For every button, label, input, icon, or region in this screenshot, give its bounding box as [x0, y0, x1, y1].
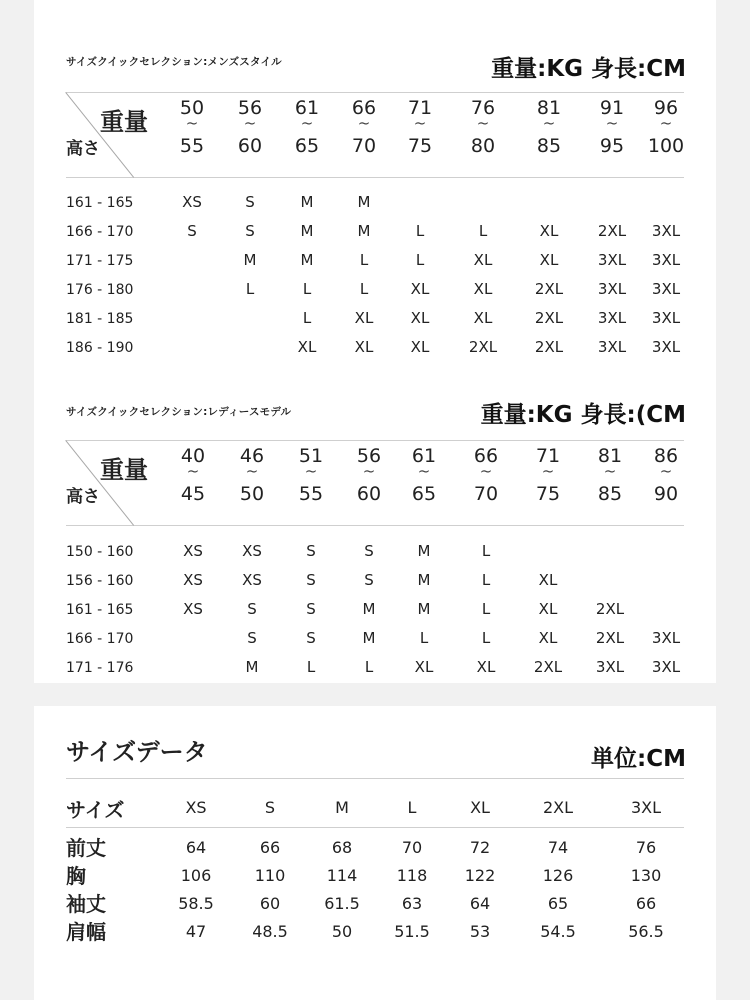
size-cell: S — [245, 222, 255, 240]
divider — [66, 525, 684, 526]
tilde: ~ — [479, 462, 493, 480]
size-column-header: M — [335, 798, 349, 817]
weight-range-column — [229, 446, 275, 504]
size-cell: XL — [538, 600, 558, 618]
size-cell: XL — [476, 658, 496, 676]
size-cell: M — [357, 193, 371, 211]
measurement-value: 65 — [547, 894, 569, 913]
size-cell: L — [478, 222, 488, 240]
divider — [66, 440, 684, 441]
measurement-value: 64 — [185, 838, 207, 857]
measurement-value: 63 — [401, 894, 423, 913]
size-cell: 3XL — [651, 222, 681, 240]
weight-range-start: 61 — [294, 97, 320, 119]
height-range-label: 161 - 165 — [66, 195, 134, 211]
weight-range-column — [227, 98, 273, 156]
tilde: ~ — [659, 462, 673, 480]
weight-label: 重量 — [100, 456, 148, 484]
tilde: ~ — [476, 114, 490, 132]
size-cell: 3XL — [651, 629, 681, 647]
size-cell: XL — [473, 309, 493, 327]
weight-range-column — [341, 98, 387, 156]
measurement-label: 肩幅 — [66, 920, 106, 944]
measurement-value: 76 — [635, 838, 657, 857]
tilde: ~ — [300, 114, 314, 132]
height-range-label: 171 - 175 — [66, 253, 134, 269]
tilde: ~ — [185, 114, 199, 132]
size-cell: 3XL — [597, 280, 627, 298]
weight-range-column — [397, 98, 443, 156]
size-cell: 3XL — [651, 658, 681, 676]
measurement-value: 56.5 — [628, 922, 664, 941]
size-cell: XL — [538, 571, 558, 589]
size-cell: S — [306, 629, 316, 647]
size-cell: XL — [410, 338, 430, 356]
size-cell: L — [306, 658, 316, 676]
measurement-value: 61.5 — [324, 894, 360, 913]
size-cell: XS — [242, 542, 262, 560]
size-cell: XS — [183, 600, 203, 618]
weight-range-start: 76 — [470, 97, 496, 119]
size-column-header: S — [264, 798, 276, 817]
weight-range-start: 66 — [473, 445, 499, 467]
size-cell: S — [306, 571, 316, 589]
size-cell: XL — [538, 629, 558, 647]
weight-range-column — [643, 446, 689, 504]
size-cell: M — [417, 571, 431, 589]
weight-range-column — [460, 98, 506, 156]
size-cell: 2XL — [534, 338, 564, 356]
size-data-card — [34, 706, 716, 1000]
height-range-label: 166 - 170 — [66, 224, 134, 240]
size-cell: L — [359, 251, 369, 269]
size-cell: 2XL — [533, 658, 563, 676]
size-cell: L — [415, 222, 425, 240]
weight-range-end: 55 — [298, 483, 324, 505]
size-column-header: XL — [470, 798, 490, 817]
size-cell: S — [245, 193, 255, 211]
weight-range-column — [288, 446, 334, 504]
tilde: ~ — [362, 462, 376, 480]
height-range-label: 171 - 176 — [66, 660, 134, 676]
size-cell: S — [306, 600, 316, 618]
weight-range-column — [284, 98, 330, 156]
height-label: 高さ — [66, 487, 100, 507]
size-cell: S — [306, 542, 316, 560]
size-cell: L — [302, 280, 312, 298]
weight-range-end: 75 — [407, 135, 433, 157]
weight-range-end: 70 — [351, 135, 377, 157]
weight-range-column — [589, 98, 635, 156]
section-title: サイズクイックセレクション:レディースモデル — [66, 406, 292, 418]
size-column-header: 3XL — [630, 798, 662, 817]
weight-range-end: 55 — [179, 135, 205, 157]
tilde: ~ — [304, 462, 318, 480]
weight-label: 重量 — [100, 108, 148, 136]
weight-range-end: 60 — [356, 483, 382, 505]
size-cell: S — [247, 600, 257, 618]
weight-range-end: 65 — [294, 135, 320, 157]
measurement-value: 48.5 — [252, 922, 288, 941]
size-cell: M — [417, 542, 431, 560]
measurement-value: 64 — [469, 894, 491, 913]
weight-range-start: 40 — [180, 445, 206, 467]
measurement-value: 66 — [259, 838, 281, 857]
weight-range-start: 66 — [351, 97, 377, 119]
size-cell: XS — [242, 571, 262, 589]
measurement-value: 72 — [469, 838, 491, 857]
weight-range-end: 70 — [473, 483, 499, 505]
tilde: ~ — [357, 114, 371, 132]
section-title: サイズクイックセレクション:メンズスタイル — [66, 56, 282, 68]
weight-range-end: 100 — [647, 135, 685, 157]
size-cell: M — [362, 600, 376, 618]
size-cell: 2XL — [595, 629, 625, 647]
measurement-value: 68 — [331, 838, 353, 857]
measurement-value: 70 — [401, 838, 423, 857]
measurement-value: 53 — [469, 922, 491, 941]
height-range-label: 161 - 165 — [66, 602, 134, 618]
size-cell: M — [357, 222, 371, 240]
weight-range-end: 85 — [536, 135, 562, 157]
size-cell: L — [481, 600, 491, 618]
size-cell: M — [300, 222, 314, 240]
measurement-value: 106 — [180, 866, 212, 885]
size-cell: 3XL — [651, 280, 681, 298]
measurement-value: 126 — [542, 866, 574, 885]
size-cell: 3XL — [651, 309, 681, 327]
weight-range-column — [525, 446, 571, 504]
size-cell: XL — [414, 658, 434, 676]
size-cell: 3XL — [597, 251, 627, 269]
weight-range-column — [526, 98, 572, 156]
size-cell: L — [419, 629, 429, 647]
size-cell: S — [247, 629, 257, 647]
tilde: ~ — [542, 114, 556, 132]
size-cell: M — [300, 251, 314, 269]
size-cell: XL — [473, 251, 493, 269]
section-unit: 重量:KG 身長:(CM — [480, 402, 686, 428]
height-range-label: 156 - 160 — [66, 573, 134, 589]
size-cell: L — [245, 280, 255, 298]
tilde: ~ — [245, 462, 259, 480]
weight-range-end: 75 — [535, 483, 561, 505]
measurement-label: 袖丈 — [66, 892, 106, 916]
size-cell: 3XL — [597, 338, 627, 356]
size-cell: XS — [183, 571, 203, 589]
measurement-value: 60 — [259, 894, 281, 913]
size-cell: S — [364, 542, 374, 560]
height-range-label: 176 - 180 — [66, 282, 134, 298]
size-cell: XL — [539, 251, 559, 269]
size-cell: 2XL — [595, 600, 625, 618]
measurement-value: 50 — [331, 922, 353, 941]
size-cell: 3XL — [597, 309, 627, 327]
size-cell: 2XL — [468, 338, 498, 356]
measurement-value: 110 — [254, 866, 286, 885]
height-range-label: 186 - 190 — [66, 340, 134, 356]
size-cell: L — [481, 571, 491, 589]
height-range-label: 181 - 185 — [66, 311, 134, 327]
divider — [66, 827, 684, 828]
size-cell: 2XL — [534, 309, 564, 327]
tilde: ~ — [417, 462, 431, 480]
weight-range-end: 95 — [599, 135, 625, 157]
weight-range-start: 56 — [237, 97, 263, 119]
weight-range-start: 56 — [356, 445, 382, 467]
size-column-header: XS — [185, 798, 207, 817]
size-cell: S — [364, 571, 374, 589]
weight-range-column — [346, 446, 392, 504]
size-cell: L — [302, 309, 312, 327]
size-cell: M — [417, 600, 431, 618]
weight-range-column — [170, 446, 216, 504]
size-cell: M — [245, 658, 259, 676]
weight-range-start: 96 — [653, 97, 679, 119]
measurement-value: 47 — [185, 922, 207, 941]
size-cell: L — [415, 251, 425, 269]
tilde: ~ — [243, 114, 257, 132]
size-data-title: サイズデータ — [66, 738, 208, 766]
weight-range-end: 45 — [180, 483, 206, 505]
size-cell: XL — [410, 280, 430, 298]
size-cell: XL — [297, 338, 317, 356]
tilde: ~ — [186, 462, 200, 480]
weight-range-start: 51 — [298, 445, 324, 467]
size-chart-card — [34, 0, 716, 683]
measurement-value: 122 — [464, 866, 496, 885]
measurement-label: 前丈 — [66, 836, 106, 860]
divider — [66, 177, 684, 178]
size-cell: 2XL — [597, 222, 627, 240]
size-cell: XL — [473, 280, 493, 298]
tilde: ~ — [659, 114, 673, 132]
measurement-value: 66 — [635, 894, 657, 913]
size-data-unit: 単位:CM — [591, 746, 686, 772]
weight-range-column — [643, 98, 689, 156]
weight-range-end: 65 — [411, 483, 437, 505]
weight-range-end: 85 — [597, 483, 623, 505]
weight-range-end: 80 — [470, 135, 496, 157]
section-unit: 重量:KG 身長:CM — [491, 56, 686, 82]
measurement-value: 54.5 — [540, 922, 576, 941]
divider — [66, 92, 684, 93]
weight-range-start: 91 — [599, 97, 625, 119]
weight-range-start: 71 — [535, 445, 561, 467]
weight-range-start: 81 — [536, 97, 562, 119]
size-cell: M — [362, 629, 376, 647]
measurement-label: 胸 — [66, 864, 86, 888]
weight-range-start: 71 — [407, 97, 433, 119]
weight-range-start: 50 — [179, 97, 205, 119]
size-cell: L — [481, 629, 491, 647]
weight-range-column — [463, 446, 509, 504]
size-cell: XL — [354, 309, 374, 327]
tilde: ~ — [413, 114, 427, 132]
size-cell: L — [481, 542, 491, 560]
size-cell: 3XL — [595, 658, 625, 676]
measurement-value: 51.5 — [394, 922, 430, 941]
size-cell: XL — [410, 309, 430, 327]
size-column-header: L — [407, 798, 417, 817]
weight-range-column — [401, 446, 447, 504]
weight-range-end: 90 — [653, 483, 679, 505]
weight-range-start: 46 — [239, 445, 265, 467]
tilde: ~ — [541, 462, 555, 480]
size-cell: 2XL — [534, 280, 564, 298]
size-cell: M — [300, 193, 314, 211]
tilde: ~ — [603, 462, 617, 480]
weight-range-column — [587, 446, 633, 504]
measurement-value: 58.5 — [178, 894, 214, 913]
size-cell: XL — [354, 338, 374, 356]
size-cell: 3XL — [651, 338, 681, 356]
weight-range-end: 50 — [239, 483, 265, 505]
weight-range-start: 61 — [411, 445, 437, 467]
size-cell: L — [364, 658, 374, 676]
measurement-value: 130 — [630, 866, 662, 885]
divider — [66, 778, 684, 779]
size-cell: XS — [183, 542, 203, 560]
size-cell: XS — [182, 193, 202, 211]
measurement-value: 118 — [396, 866, 428, 885]
size-cell: L — [359, 280, 369, 298]
size-cell: M — [243, 251, 257, 269]
measurement-value: 114 — [326, 866, 358, 885]
weight-range-end: 60 — [237, 135, 263, 157]
size-cell: 3XL — [651, 251, 681, 269]
height-label: 高さ — [66, 139, 100, 159]
size-cell: XL — [539, 222, 559, 240]
height-range-label: 166 - 170 — [66, 631, 134, 647]
tilde: ~ — [605, 114, 619, 132]
measurement-value: 74 — [547, 838, 569, 857]
height-range-label: 150 - 160 — [66, 544, 134, 560]
weight-range-column — [169, 98, 215, 156]
size-column-header: 2XL — [542, 798, 574, 817]
weight-range-start: 81 — [597, 445, 623, 467]
weight-range-start: 86 — [653, 445, 679, 467]
size-header-label: サイズ — [66, 798, 125, 822]
size-cell: S — [187, 222, 197, 240]
